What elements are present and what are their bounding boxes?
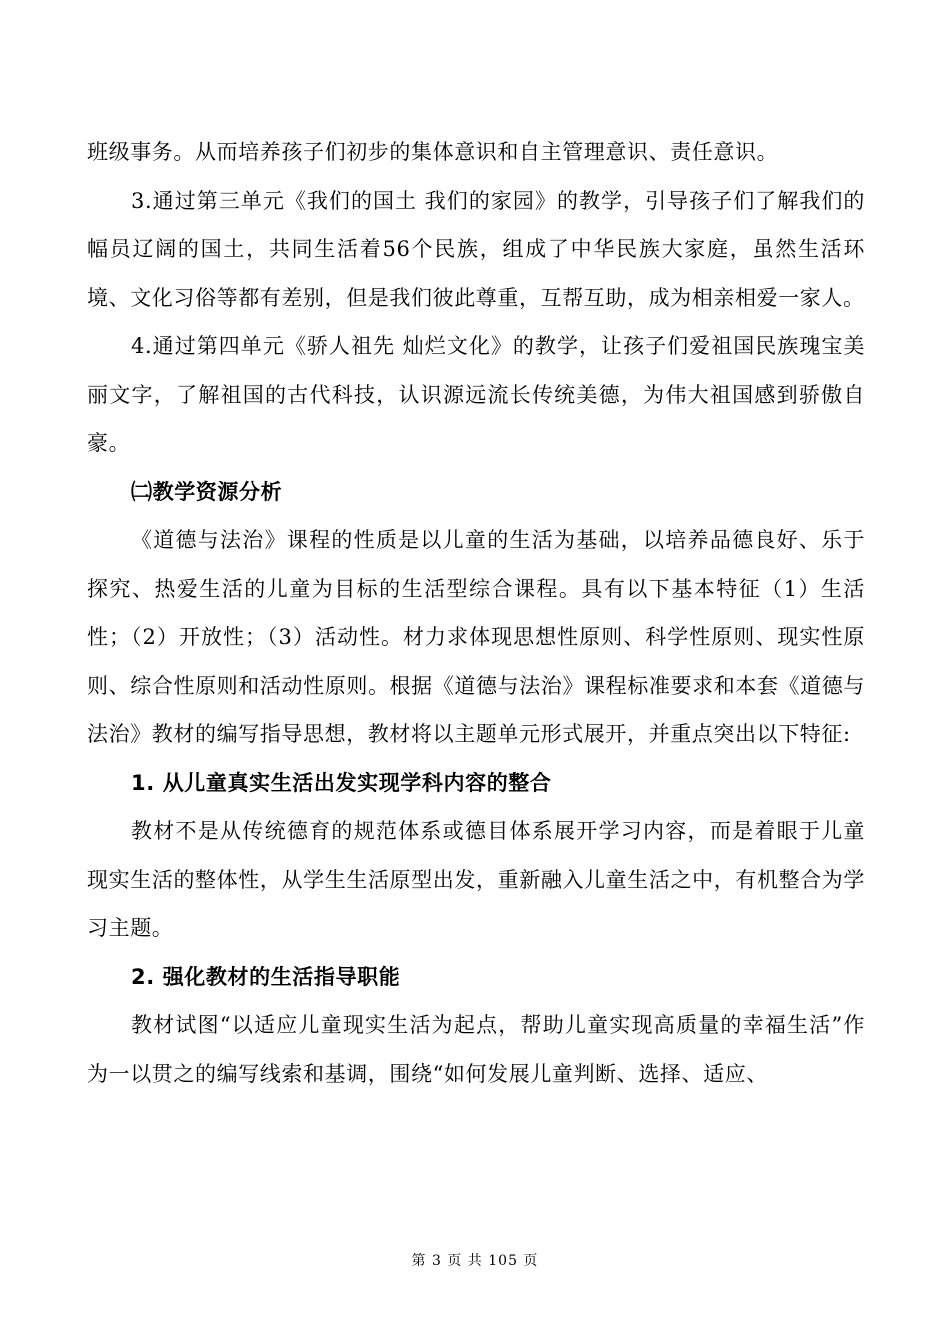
subheading-feature-two: 2. 强化教材的生活指导职能: [131, 964, 401, 989]
paragraph-continuation: 班级事务。从而培养孩子们初步的集体意识和自主管理意识、责任意识。: [87, 140, 779, 164]
section-heading-resource-analysis: ㈡教学资源分析: [131, 479, 283, 504]
paragraph-course-nature: 《道德与法治》课程的性质是以儿童的生活为基础，以培养品德良好、乐于探究、热爱生活的儿童为目标的生活型综合课程。具有以下基本特征（1）生活性；（2）开放性；（3）活动性。材力求体现思想性原则、科学性原则、现实性原则、综合性原则和活动性原则。根据《道德与法治》课程标准要求和本套《道德与法治》教材的编写指导思想，教材将以主题单元形式展开，并重点突出以下特征:: [87, 528, 865, 746]
document-body: [87, 128, 865, 1098]
paragraph-unit-three: 3.通过第三单元《我们的国土 我们的家园》的教学，引导孩子们了解我们的幅员辽阔的国土，共同生活着56个民族，组成了中华民族大家庭，虽然生活环境、文化习俗等都有差别，但是我们彼此尊重，互帮互助，成为相亲相爱一家人。: [87, 188, 865, 310]
paragraph-feature-one: 教材不是从传统德育的规范体系或德目体系展开学习内容，而是着眼于儿童现实生活的整体性，从学生生活原型出发，重新融入儿童生活之中，有机整合为学习主题。: [87, 819, 865, 940]
subheading-feature-one: 1. 从儿童真实生活出发实现学科内容的整合: [131, 770, 552, 795]
page-number-footer: 第 3 页 共 105 页: [411, 1253, 539, 1269]
paragraph-feature-two: 教材试图“以适应儿童现实生活为起点，帮助儿童实现高质量的幸福生活”作为一以贯之的编写线索和基调，围绕“如何发展儿童判断、选择、适应、: [87, 1013, 865, 1086]
paragraph-unit-four: 4.通过第四单元《骄人祖先 灿烂文化》的教学，让孩子们爱祖国民族瑰宝美丽文字，了解祖国的古代科技，认识源远流长传统美德，为伟大祖国感到骄傲自豪。: [87, 334, 865, 455]
